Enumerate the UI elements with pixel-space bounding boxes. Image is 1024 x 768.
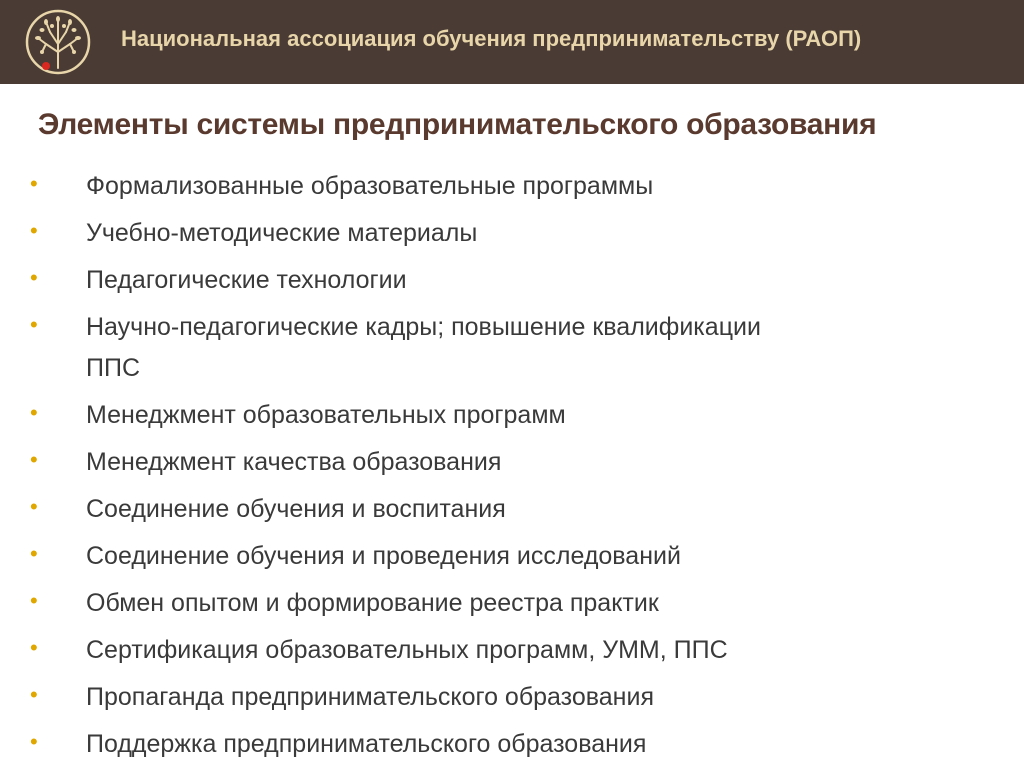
list-item-text-continued: ППС xyxy=(86,354,140,382)
organization-title: Национальная ассоциация обучения предпринимательству (РАОП) xyxy=(121,26,862,51)
list-item xyxy=(30,442,990,483)
list-item xyxy=(30,677,990,718)
list-item-text: Менеджмент образовательных программ xyxy=(86,401,566,429)
list-item xyxy=(30,260,990,301)
bullet-icon: • xyxy=(30,588,38,613)
list-item xyxy=(30,536,990,577)
list-item-text: Педагогические технологии xyxy=(86,266,407,294)
slide-title: Элементы системы предпринимательского образования xyxy=(38,108,877,141)
bullet-icon: • xyxy=(30,541,38,566)
list-item xyxy=(30,489,990,530)
bullet-icon: • xyxy=(30,682,38,707)
bullet-icon: • xyxy=(30,400,38,425)
bullet-icon: • xyxy=(30,447,38,472)
list-item-text: Соединение обучения и воспитания xyxy=(86,495,506,523)
list-item xyxy=(30,724,990,765)
bullet-icon: • xyxy=(30,635,38,660)
list-item xyxy=(30,583,990,624)
bullet-icon: • xyxy=(30,218,38,243)
bullet-list xyxy=(30,166,990,768)
list-item xyxy=(30,395,990,436)
list-item-text: Пропаганда предпринимательского образования xyxy=(86,683,654,711)
list-item xyxy=(30,630,990,671)
list-item-text: Учебно-методические материалы xyxy=(86,219,478,247)
list-item xyxy=(30,166,990,207)
bullet-icon: • xyxy=(30,171,38,196)
tree-logo-icon xyxy=(24,8,92,76)
list-item-text: Обмен опытом и формирование реестра практик xyxy=(86,589,659,617)
list-item xyxy=(30,213,990,254)
bullet-icon: • xyxy=(30,312,38,337)
bullet-icon: • xyxy=(30,265,38,290)
bullet-icon: • xyxy=(30,494,38,519)
bullet-icon: • xyxy=(30,729,38,754)
list-item xyxy=(30,307,990,389)
list-item-text: Менеджмент качества образования xyxy=(86,448,502,476)
header-bar xyxy=(0,0,1024,84)
list-item-text: Поддержка предпринимательского образования xyxy=(86,730,647,758)
list-item-text: Формализованные образовательные программы xyxy=(86,172,654,200)
list-item-text: Сертификация образовательных программ, УММ, ППС xyxy=(86,636,728,664)
list-item-text: Соединение обучения и проведения исследований xyxy=(86,542,681,570)
list-item-text: Научно-педагогические кадры; повышение квалификации xyxy=(86,313,761,341)
